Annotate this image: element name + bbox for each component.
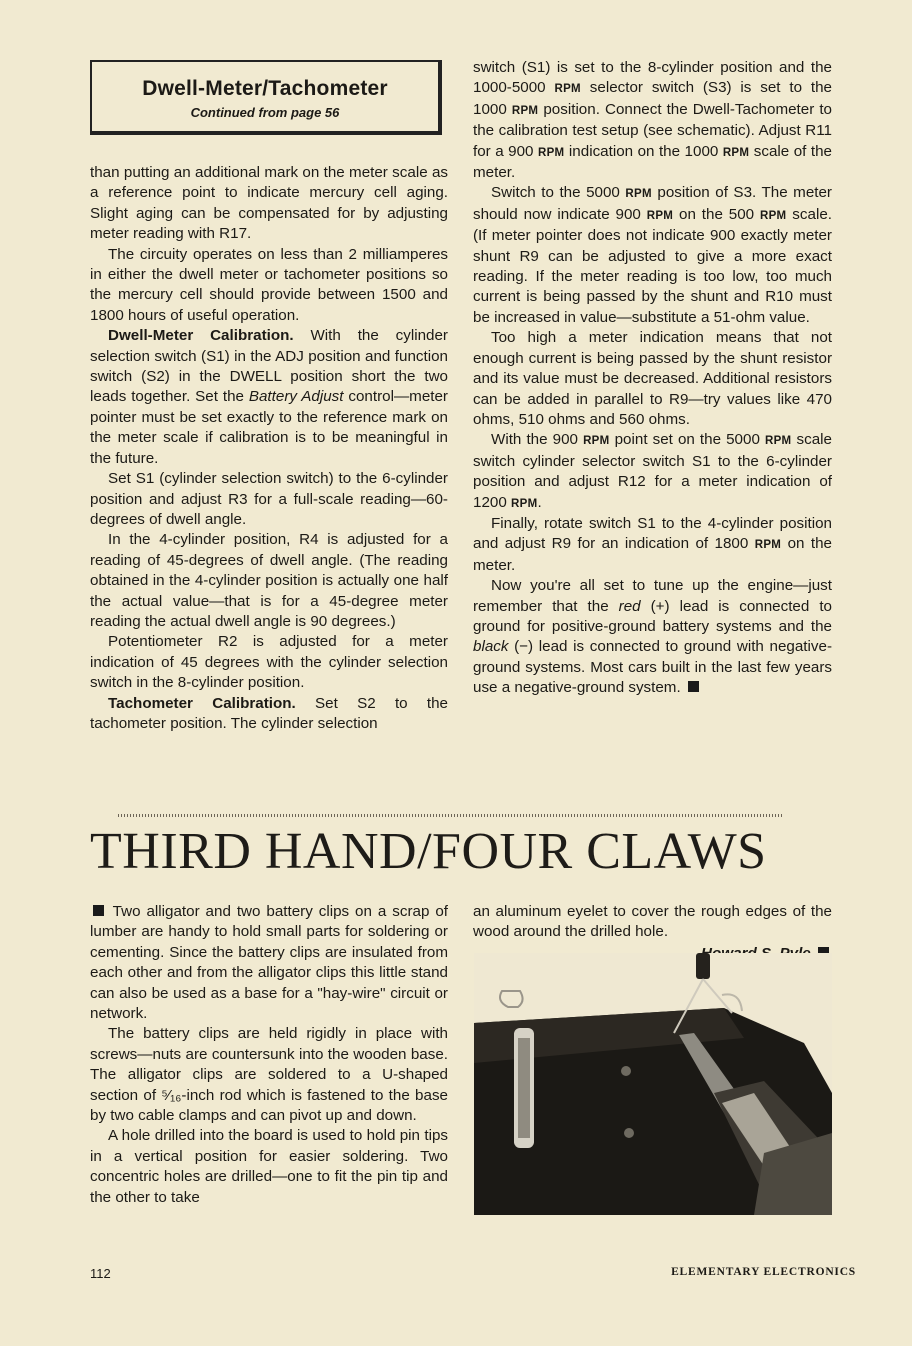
paragraph: Too high a meter indication means that not enough current is being passed by the shunt resistor and its value must be decreased. Additional resistors can be added in parallel to R9—try values like 470 ohms, 510 ohms and 560 ohms.: [473, 329, 832, 428]
paragraph: Tachometer Calibration. Set S2 to the tachometer position. The cylinder selection: [90, 694, 448, 732]
continued-box: [90, 60, 442, 135]
paragraph: Switch to the 5000 RPM position of S3. The meter should now indicate 900 RPM on the 500 RPM scale. (If meter pointer does not indicate 900 exactly meter shunt R9 can be adjusted to give a more exact reading. If the meter reading is too low, too much current is being passed by the shunt and R10 must be increased in value—substitute a 51-ohm value.: [473, 184, 832, 326]
article-column-left: [90, 163, 448, 734]
start-of-article-mark: [93, 905, 104, 916]
article2-column-left: [90, 902, 448, 1208]
soldering-stand-illustration: [474, 953, 832, 1215]
paragraph: an aluminum eyelet to cover the rough edges of the wood around the drilled hole.: [473, 903, 832, 941]
paragraph: than putting an additional mark on the meter scale as a reference point to indicate mercury cell aging. Slight aging can be compensated for by adjusting meter reading with R17.: [90, 164, 448, 243]
continued-subtitle: Continued from page 56: [190, 105, 340, 120]
paragraph: Finally, rotate switch S1 to the 4-cylinder position and adjust R9 for an indication of 1800 RPM on the meter.: [473, 514, 832, 574]
section-divider: [118, 814, 782, 817]
page-number: 112: [90, 1266, 111, 1281]
continued-title: Dwell-Meter/Tachometer: [142, 77, 388, 100]
paragraph: switch (S1) is set to the 8-cylinder position and the 1000-5000 RPM selector switch (S3) is set to the 1000 RPM position. Connect the Dwell-Tachometer to the calibration test setup (see schematic). Adjust R11 for a 900 RPM indication on the 1000 RPM scale of the meter.: [473, 59, 832, 182]
paragraph: The battery clips are held rigidly in place with screws—nuts are countersunk into the wooden base. The alligator clips are soldered to a U-shaped section of ⁵⁄₁₆-inch rod which is fastened to the base by two cable clamps and can pivot up and down.: [90, 1025, 448, 1125]
run-in-heading: Dwell-Meter Calibration.: [108, 327, 294, 345]
paragraph: In the 4-cylinder position, R4 is adjusted for a reading of 45-degrees of dwell angle. (The reading obtained in the 4-cylinder position is actually one half the actual value—that is for a 45-degree meter reading the actual dwell angle is 90 degrees.): [90, 531, 448, 630]
paragraph: Set S1 (cylinder selection switch) to the 6-cylinder position and adjust R3 for a full-scale reading—60-degrees of dwell angle.: [90, 470, 448, 528]
run-in-heading: Tachometer Calibration.: [108, 694, 296, 712]
clip-stand-photo: [474, 953, 832, 1215]
paragraph: Potentiometer R2 is adjusted for a meter indication of 45 degrees with the cylinder selection switch in the 8-cylinder position.: [90, 633, 448, 692]
magazine-name: ELEMENTARY ELECTRONICS: [671, 1266, 856, 1278]
paragraph: Two alligator and two battery clips on a scrap of lumber are handy to hold small parts for soldering or cementing. Since the battery clips are insulated from each other and from the alligator clips this little stand can also be used as a base for a "hay-wire" circuit or network.: [90, 903, 448, 1023]
paragraph: A hole drilled into the board is used to hold pin tips in a vertical position for easier soldering. Two concentric holes are drilled—one to fit the pin tip and the other to take: [90, 1127, 448, 1206]
paragraph: With the 900 RPM point set on the 5000 RPM scale switch cylinder selector switch S1 to the 6-cylinder position and adjust R12 for a meter indication of 1200 RPM.: [473, 431, 832, 511]
paragraph: Dwell-Meter Calibration. With the cylinder selection switch (S1) in the ADJ position and function switch (S2) in the DWELL position short the two leads together. Set the Battery Adjust control—meter pointer must be set exactly to the reference mark on the meter scale if calibration is to be meaningful in the future.: [90, 327, 448, 467]
end-of-article-mark: [688, 681, 699, 692]
article-headline: THIRD HAND/FOUR CLAWS: [90, 823, 767, 880]
paragraph: The circuity operates on less than 2 milliamperes in either the dwell meter or tachometer positions so the mercury cell should provide between 1500 and 1800 hours of useful operation.: [90, 245, 448, 324]
paragraph: Now you're all set to tune up the engine—just remember that the red (+) lead is connected to ground for positive-ground battery systems and the black (−) lead is connected to ground with negative-ground systems. Most cars built in the last few years use a negative-ground system.: [473, 577, 832, 697]
article-column-right: [473, 58, 832, 699]
